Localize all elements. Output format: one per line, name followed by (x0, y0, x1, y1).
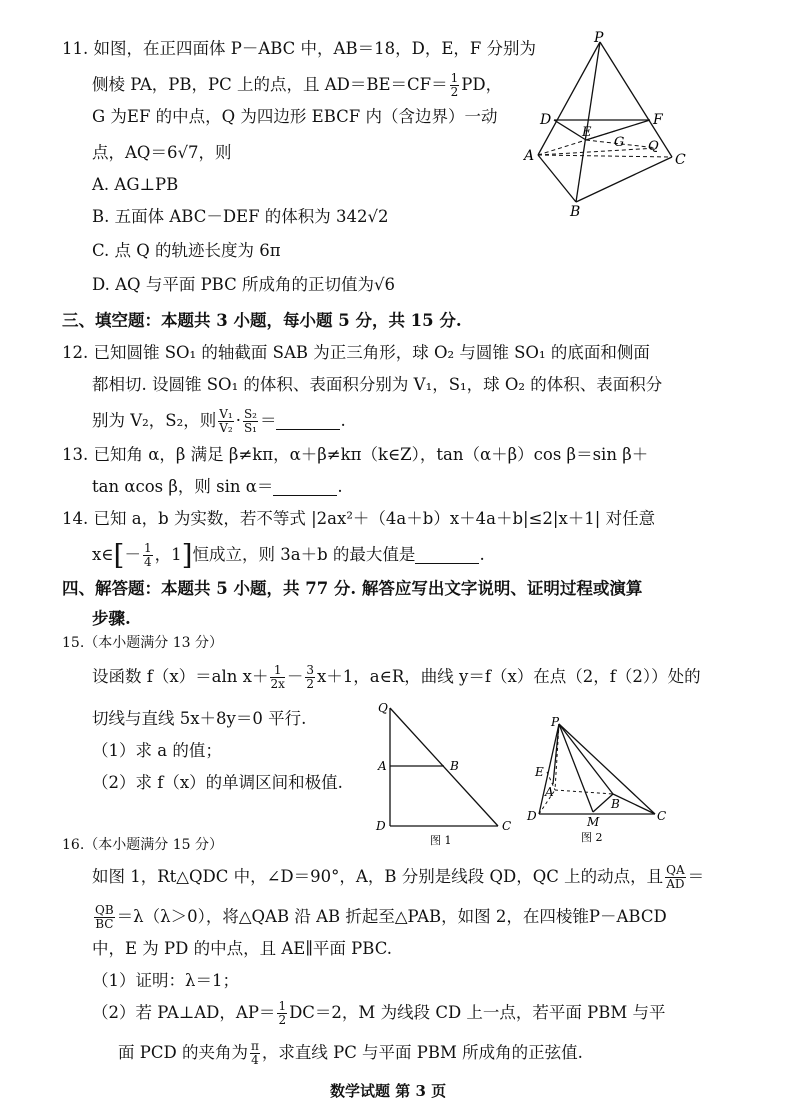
q16-line-6a: 面 PCD 的夹角为 (118, 1043, 248, 1062)
q16-part-2-line-2 (118, 1040, 583, 1067)
q16-fraction-qb-bc: $\frac{QB}{BC}$ (95, 903, 114, 931)
fig-label-Q: Q (648, 139, 659, 154)
q12-fraction-v: $\frac{\text{V₁}}{\text{V₂}}$ (219, 407, 233, 435)
q13-line-2 (92, 476, 343, 498)
fig2-label-B: B (611, 797, 620, 811)
figure-2 (525, 714, 675, 844)
q16-line-1 (92, 864, 704, 891)
q14-x-in: x∈ (92, 545, 114, 564)
q11-option-a: A. AG⊥PB (92, 175, 179, 194)
q16-fraction-pi-4: $\frac{\pi}{4}$ (250, 1039, 259, 1067)
fig-label-F: F (653, 112, 663, 128)
fig2-label-P: P (551, 715, 560, 729)
section-3-heading: 三、填空题：本题共 3 小题，每小题 5 分，共 15 分. (62, 311, 462, 330)
fig2-label-M: M (587, 815, 600, 829)
q12-fraction-s: $\frac{\text{S₂}}{\text{S₁}}$ (243, 407, 257, 435)
q13-answer-blank (273, 479, 337, 496)
fig-label-P: P (594, 30, 604, 46)
figure-1 (370, 698, 520, 848)
q14-minus: － (124, 545, 141, 564)
q14-line-2-text: 恒成立，则 3a＋b 的最大值是 (192, 545, 416, 564)
fig2-label-E: E (535, 765, 544, 779)
q11-fraction: $\frac{1}{2}$ (450, 71, 459, 99)
q13-period: . (337, 477, 343, 496)
fig-label-D: D (540, 112, 552, 128)
q11-line-3: G 为EF 的中点，Q 为四边形 EBCF 内（含边界）一动 (92, 107, 498, 126)
fig-label-A: A (524, 148, 535, 164)
q15-line-1 (92, 664, 701, 691)
q14-fraction: $\frac{1}{4}$ (143, 541, 152, 569)
q14-left-bracket: [ (113, 538, 125, 572)
q12-line-1: 12. 已知圆锥 SO₁ 的轴截面 SAB 为正三角形，球 O₂ 与圆锥 SO₁ 的底面和侧面 (62, 343, 650, 362)
q14-interval-end: ，1 (154, 545, 182, 564)
fig2-label-C: C (657, 809, 667, 823)
q13-line-2-text: tan αcos β，则 sin α＝ (92, 477, 274, 496)
q16-line-1-text: 如图 1，Rt△QDC 中，∠D＝90°，A，B 分别是线段 QD，QC 上的动点，且 (92, 867, 664, 886)
q15-line-1b: － (286, 667, 304, 686)
fig-label-C: C (675, 152, 686, 168)
fig-label-G: G (614, 135, 625, 150)
q12-line-2: 都相切. 设圆锥 SO₁ 的体积、表面积分别为 V₁，S₁，球 O₂ 的体积、表面积分 (92, 375, 663, 394)
q15-line-1c: x＋1，a∈R，曲线 y＝f（x）在点（2，f（2））处的 (317, 667, 701, 686)
q14-line-1: 14. 已知 a，b 为实数，若不等式 |2ax²＋（4a＋b）x＋4a＋b|≤2|x＋1| 对任意 (62, 509, 656, 528)
q14-period: . (479, 545, 485, 564)
q16-line-2-text: ＝λ（λ＞0），将△QAB 沿 AB 折起至△PAB，如图 2，在四棱锥P－ABCD (116, 907, 667, 926)
fig1-label-C: C (502, 819, 512, 833)
q16-part-2-line-1 (92, 1000, 666, 1027)
q11-line-2-text: 侧棱 PA，PB，PC 上的点，且 AD＝BE＝CF＝ (92, 75, 448, 94)
q16-line-5a: （2）若 PA⊥AD，AP＝ (92, 1003, 276, 1022)
q11-line-2-tail: PD， (461, 75, 503, 94)
q16-part-1: （1）证明：λ＝1； (92, 971, 239, 990)
section-4-heading-line-2: 步骤. (92, 609, 131, 628)
fig1-label-B: B (450, 759, 459, 773)
q16-line-6b: ，求直线 PC 与平面 PBM 所成角的正弦值. (261, 1043, 583, 1062)
q16-line-5b: DC＝2，M 为线段 CD 上一点，若平面 PBM 与平 (289, 1003, 666, 1022)
q12-equals: ＝ (259, 411, 277, 430)
q14-answer-blank (415, 547, 479, 564)
page-footer: 数学试题 第 3 页 (330, 1082, 447, 1100)
q12-line-3-text: 别为 V₂，S₂，则 (92, 411, 217, 430)
q16-fraction-half: $\frac{1}{2}$ (278, 999, 287, 1027)
q16-line-2 (92, 904, 667, 931)
q16-fraction-qa-ad: $\frac{QA}{AD}$ (666, 863, 685, 891)
q11-option-d: D. AQ 与平面 PBC 所成角的正切值为√6 (92, 275, 395, 294)
section-4-heading-line-1: 四、解答题：本题共 5 小题，共 77 分. 解答应写出文字说明、证明过程或演算 (62, 579, 643, 598)
fig1-label-A: A (378, 759, 387, 773)
q16-equals: ＝ (687, 867, 705, 886)
fig2-label-D: D (527, 809, 537, 823)
q12-answer-blank (276, 413, 340, 430)
q15-part-2: （2）求 f（x）的单调区间和极值. (92, 773, 343, 792)
fig1-caption: 图 1 (430, 834, 452, 847)
q11-option-c: C. 点 Q 的轨迹长度为 6π (92, 241, 281, 260)
q11-line-4: 点，AQ＝6√7，则 (92, 143, 232, 162)
q14-right-bracket: ] (181, 538, 193, 572)
fig1-label-D: D (376, 819, 386, 833)
q11-line-2 (92, 72, 502, 99)
q16-line-3: 中，E 为 PD 的中点，且 AE∥平面 PBC. (92, 939, 392, 958)
fig2-label-A: A (545, 785, 554, 799)
q16-header: 16.（本小题满分 15 分） (62, 837, 223, 853)
fig-label-E: E (582, 125, 592, 140)
q14-line-2 (92, 538, 485, 572)
q15-header: 15.（本小题满分 13 分） (62, 635, 223, 651)
q15-line-2: 切线与直线 5x＋8y＝0 平行. (92, 709, 307, 728)
q13-line-1: 13. 已知角 α，β 满足 β≠kπ，α＋β≠kπ（k∈Z），tan（α＋β）cos β＝sin β＋ (62, 445, 649, 464)
q12-period: . (340, 411, 346, 430)
q12-line-3 (92, 408, 346, 435)
q15-fraction-2: $\frac{3}{2}$ (306, 663, 314, 691)
q11-line-1: 11. 如图，在正四面体 P－ABC 中，AB＝18，D，E，F 分别为 (62, 39, 537, 58)
fig1-label-Q: Q (378, 701, 388, 715)
q15-fraction-1: $\frac{1}{2x}$ (270, 663, 285, 691)
q11-option-b: B. 五面体 ABC－DEF 的体积为 342√2 (92, 207, 389, 226)
q15-part-1: （1）求 a 的值； (92, 741, 222, 760)
fig2-caption: 图 2 (581, 831, 603, 844)
fig-label-B: B (570, 204, 581, 220)
q11-tetrahedron-figure (520, 30, 695, 220)
q15-line-1a: 设函数 f（x）＝aln x＋ (92, 667, 269, 686)
q12-dot: · (235, 411, 241, 430)
